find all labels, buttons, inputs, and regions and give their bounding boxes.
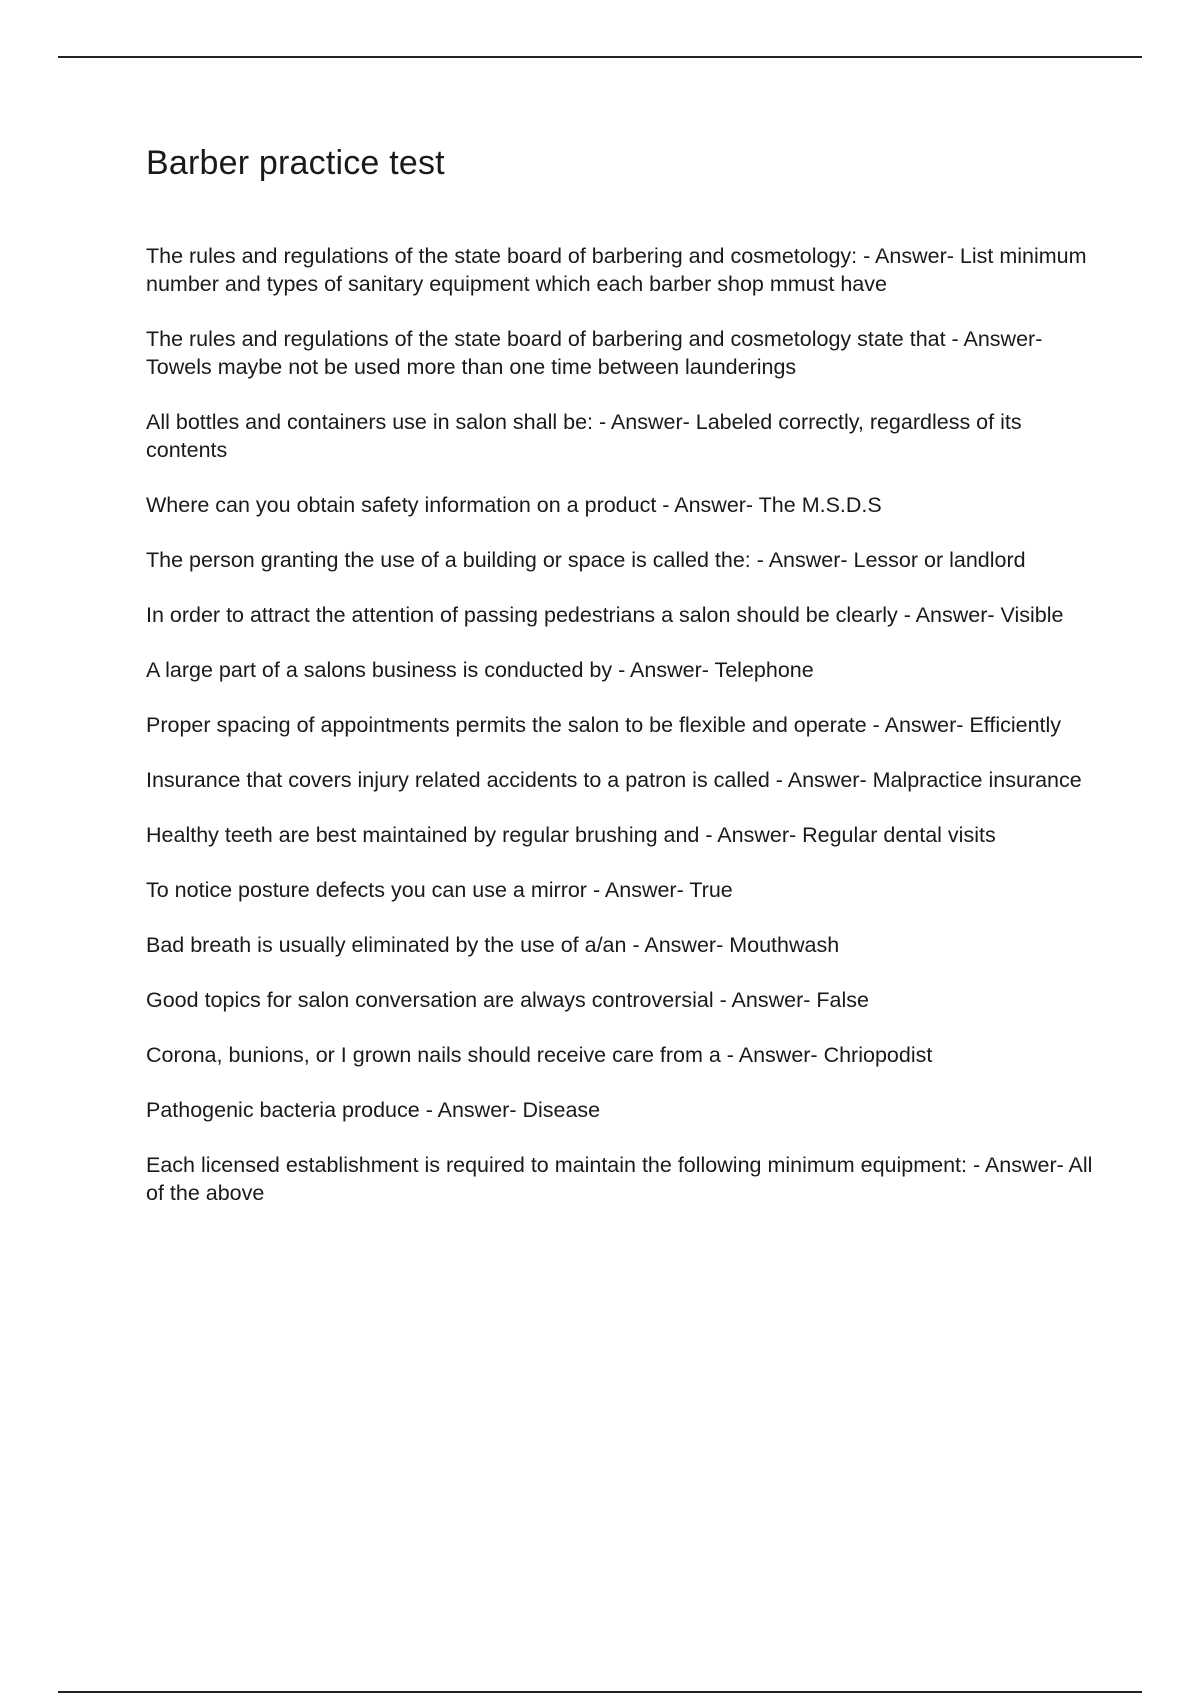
bottom-divider — [58, 1691, 1142, 1693]
qa-item-6: In order to attract the attention of passing pedestrians a salon should be clearly - Answer- Visible — [146, 603, 1064, 627]
qa-item-15: Pathogenic bacteria produce - Answer- Disease — [146, 1098, 601, 1122]
qa-item-13: Good topics for salon conversation are always controversial - Answer- False — [146, 988, 869, 1012]
qa-item-12: Bad breath is usually eliminated by the use of a/an - Answer- Mouthwash — [146, 933, 840, 957]
qa-item-14: Corona, bunions, or I grown nails should receive care from a - Answer- Chriopodist — [146, 1043, 933, 1067]
qa-item-16: Each licensed establishment is required to maintain the following minimum equipment: - Answer- All of the above — [146, 1153, 1093, 1205]
qa-item-11: To notice posture defects you can use a mirror - Answer- True — [146, 878, 733, 902]
page-title: Barber practice test — [146, 144, 445, 182]
qa-item-9: Insurance that covers injury related accidents to a patron is called - Answer- Malpractice insurance — [146, 768, 1082, 792]
top-divider — [58, 56, 1142, 58]
qa-item-10: Healthy teeth are best maintained by regular brushing and - Answer- Regular dental visits — [146, 823, 996, 847]
qa-item-5: The person granting the use of a building or space is called the: - Answer- Lessor or landlord — [146, 548, 1026, 572]
qa-item-8: Proper spacing of appointments permits the salon to be flexible and operate - Answer- Efficiently — [146, 713, 1062, 737]
qa-item-1: The rules and regulations of the state board of barbering and cosmetology: - Answer- List minimum number and types of sanitary equipment which each barber shop mmust have — [146, 244, 1087, 296]
qa-item-4: Where can you obtain safety information on a product - Answer- The M.S.D.S — [146, 493, 882, 517]
question-answer-list — [146, 242, 1096, 1234]
qa-item-2: The rules and regulations of the state board of barbering and cosmetology state that - Answer- Towels maybe not be used more than one time between launderings — [146, 327, 1043, 379]
qa-item-7: A large part of a salons business is conducted by - Answer- Telephone — [146, 658, 814, 682]
qa-item-3: All bottles and containers use in salon shall be: - Answer- Labeled correctly, regardless of its contents — [146, 410, 1022, 462]
